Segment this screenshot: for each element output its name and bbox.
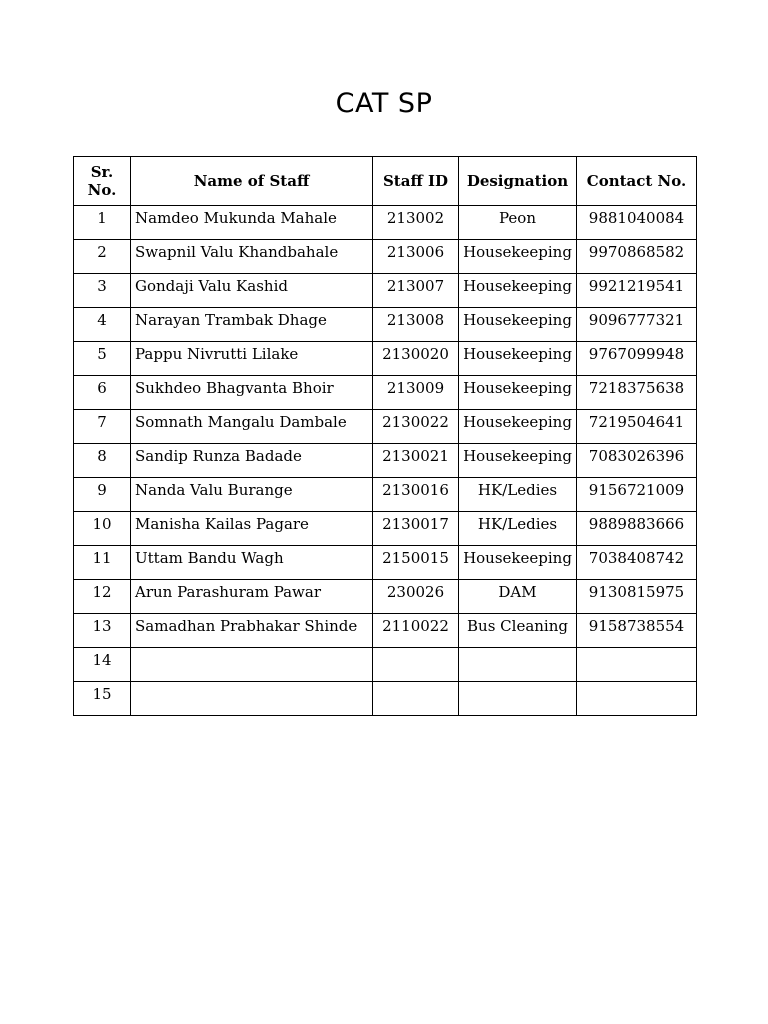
cell-sr-no: 14 <box>74 648 131 682</box>
cell-staff-id: 2130017 <box>373 512 459 546</box>
cell-designation: Housekeeping <box>459 410 577 444</box>
cell-designation: Housekeeping <box>459 444 577 478</box>
table-row <box>74 512 697 546</box>
cell-designation <box>459 648 577 682</box>
cell-designation: Housekeeping <box>459 274 577 308</box>
cell-designation: HK/Ledies <box>459 512 577 546</box>
cell-staff-id: 2130016 <box>373 478 459 512</box>
cell-sr-no: 6 <box>74 376 131 410</box>
table-row <box>74 410 697 444</box>
cell-contact-no: 7038408742 <box>577 546 697 580</box>
header-name-of-staff: Name of Staff <box>131 157 373 206</box>
cell-contact-no: 9096777321 <box>577 308 697 342</box>
table-row <box>74 580 697 614</box>
cell-sr-no: 7 <box>74 410 131 444</box>
header-sr-no: Sr. No. <box>74 157 131 206</box>
cell-staff-id <box>373 648 459 682</box>
cell-contact-no: 9921219541 <box>577 274 697 308</box>
cell-staff-id: 213007 <box>373 274 459 308</box>
cell-designation: Housekeeping <box>459 342 577 376</box>
staff-table-body <box>74 206 697 716</box>
cell-contact-no <box>577 682 697 716</box>
cell-designation: HK/Ledies <box>459 478 577 512</box>
cell-designation: Housekeeping <box>459 376 577 410</box>
cell-designation: DAM <box>459 580 577 614</box>
staff-table <box>73 156 697 716</box>
cell-name <box>131 648 373 682</box>
cell-sr-no: 9 <box>74 478 131 512</box>
cell-designation: Peon <box>459 206 577 240</box>
cell-sr-no: 12 <box>74 580 131 614</box>
cell-name: Arun Parashuram Pawar <box>131 580 373 614</box>
table-row <box>74 614 697 648</box>
table-header-row <box>74 157 697 206</box>
table-row <box>74 274 697 308</box>
table-row <box>74 206 697 240</box>
cell-contact-no: 9970868582 <box>577 240 697 274</box>
cell-name: Narayan Trambak Dhage <box>131 308 373 342</box>
table-row <box>74 308 697 342</box>
cell-name: Manisha Kailas Pagare <box>131 512 373 546</box>
cell-designation <box>459 682 577 716</box>
cell-sr-no: 15 <box>74 682 131 716</box>
cell-designation: Housekeeping <box>459 308 577 342</box>
cell-contact-no: 7083026396 <box>577 444 697 478</box>
cell-name: Nanda Valu Burange <box>131 478 373 512</box>
header-contact-no: Contact No. <box>577 157 697 206</box>
cell-staff-id: 2130021 <box>373 444 459 478</box>
cell-name: Swapnil Valu Khandbahale <box>131 240 373 274</box>
cell-contact-no: 9130815975 <box>577 580 697 614</box>
cell-staff-id: 2150015 <box>373 546 459 580</box>
cell-contact-no: 9767099948 <box>577 342 697 376</box>
cell-contact-no: 7218375638 <box>577 376 697 410</box>
cell-name: Samadhan Prabhakar Shinde <box>131 614 373 648</box>
cell-staff-id: 2130020 <box>373 342 459 376</box>
cell-staff-id <box>373 682 459 716</box>
table-row <box>74 444 697 478</box>
table-row <box>74 376 697 410</box>
cell-sr-no: 8 <box>74 444 131 478</box>
table-row <box>74 682 697 716</box>
table-row <box>74 240 697 274</box>
cell-name: Pappu Nivrutti Lilake <box>131 342 373 376</box>
cell-name: Sukhdeo Bhagvanta Bhoir <box>131 376 373 410</box>
cell-staff-id: 213008 <box>373 308 459 342</box>
cell-name: Sandip Runza Badade <box>131 444 373 478</box>
cell-contact-no: 9889883666 <box>577 512 697 546</box>
cell-sr-no: 1 <box>74 206 131 240</box>
cell-name: Somnath Mangalu Dambale <box>131 410 373 444</box>
header-designation: Designation <box>459 157 577 206</box>
cell-staff-id: 213009 <box>373 376 459 410</box>
cell-staff-id: 213006 <box>373 240 459 274</box>
table-row <box>74 648 697 682</box>
cell-designation: Bus Cleaning <box>459 614 577 648</box>
cell-sr-no: 10 <box>74 512 131 546</box>
header-staff-id: Staff ID <box>373 157 459 206</box>
cell-contact-no: 9881040084 <box>577 206 697 240</box>
cell-staff-id: 213002 <box>373 206 459 240</box>
cell-sr-no: 4 <box>74 308 131 342</box>
cell-contact-no: 9156721009 <box>577 478 697 512</box>
cell-contact-no: 9158738554 <box>577 614 697 648</box>
table-row <box>74 546 697 580</box>
cell-sr-no: 3 <box>74 274 131 308</box>
cell-sr-no: 5 <box>74 342 131 376</box>
cell-sr-no: 11 <box>74 546 131 580</box>
table-row <box>74 478 697 512</box>
cell-staff-id: 2110022 <box>373 614 459 648</box>
cell-contact-no <box>577 648 697 682</box>
cell-sr-no: 13 <box>74 614 131 648</box>
cell-staff-id: 230026 <box>373 580 459 614</box>
cell-name: Uttam Bandu Wagh <box>131 546 373 580</box>
document-title: CAT SP <box>335 88 433 119</box>
cell-designation: Housekeeping <box>459 546 577 580</box>
cell-contact-no: 7219504641 <box>577 410 697 444</box>
cell-name <box>131 682 373 716</box>
cell-staff-id: 2130022 <box>373 410 459 444</box>
cell-name: Namdeo Mukunda Mahale <box>131 206 373 240</box>
table-row <box>74 342 697 376</box>
cell-sr-no: 2 <box>74 240 131 274</box>
cell-name: Gondaji Valu Kashid <box>131 274 373 308</box>
cell-designation: Housekeeping <box>459 240 577 274</box>
